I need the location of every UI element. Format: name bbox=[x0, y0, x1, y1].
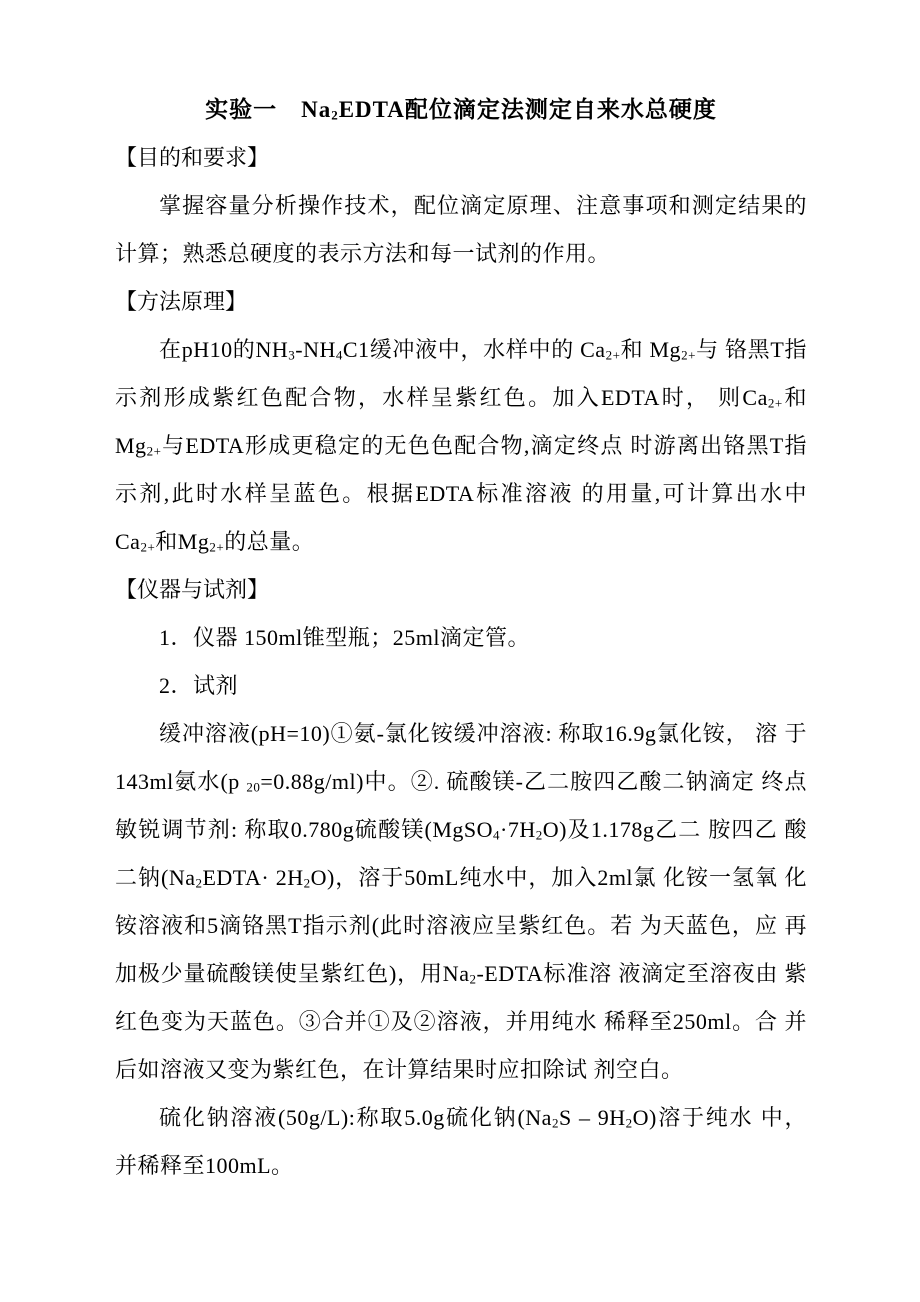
list-item-apparatus: 1．仪器 150ml锥型瓶；25ml滴定管。 bbox=[159, 625, 530, 650]
list-item-reagents: 2．试剂 bbox=[159, 673, 239, 698]
document-title: 实验一 $Na_2EDTA$配位滴定法测定自来水总硬度 bbox=[205, 97, 717, 123]
paragraph-buffer-solution: 缓冲溶液(pH=10)①氨-氯化铵缓冲溶液: 称取16.9g氯化铵， 溶 于143ml氨水(p $_{20}$=0.88g/ml)中。②. 硫酸镁-乙二胺四乙酸二钠滴定 终点 敏锐调节剂: 称取0.780g硫酸镁$(MgSO_4\cdot 7H_2O)$及1.178g乙二 胺四乙 酸二钠$(Na_2EDTA\cdot 2H_2O)$，溶于50mL纯水中，加入2ml氯 化铵一氢氧 化铵溶液和5滴铬黑T指示剂(此时溶液应呈紫红色。若 为天蓝色，应 再加极少量硫酸镁使呈紫红色)，用$Na_2$-EDTA标准溶 液滴定至溶夜由 紫红色变为天蓝色。③合并①及②溶液，并用纯水 稀释至250ml。合 并后如溶液又变为紫红色，在计算结果时应扣除试 剂空白。 bbox=[115, 721, 808, 1082]
section-heading-apparatus: 【仪器与试剂】 bbox=[115, 577, 270, 602]
section-heading-objective: 【目的和要求】 bbox=[115, 145, 270, 170]
section-heading-method: 【方法原理】 bbox=[115, 289, 248, 314]
paragraph-objective: 掌握容量分析操作技术，配位滴定原理、注意事项和测定结果的 计算；熟悉总硬度的表示方法和每一试剂的作用。 bbox=[115, 193, 807, 266]
paragraph-sodium-sulfide: 硫化钠溶液(50g/L):称取5.0g硫化钠$(Na_2S - 9H_2O)$溶于纯水 中， 并稀释至100mL。 bbox=[115, 1105, 808, 1178]
paragraph-principle: 在pH10的$NH_3-NH_4C1$缓冲液中，水样中的 $Ca_{2+}$和 $Mg_{2+}$与 铬黑T指示剂形成紫红色配合物，水样呈紫红色。加入EDTA时， 则$Ca_{2+}$和$Mg_{2+}$与EDTA形成更稳定的无色色配合物,滴定终点 时游离出铬黑T指示剂,此时水样呈蓝色。根据EDTA标准溶液 的用量,可计算出水中$Ca_{2+}$和$Mg_{2+}$的总量。 bbox=[115, 337, 807, 555]
